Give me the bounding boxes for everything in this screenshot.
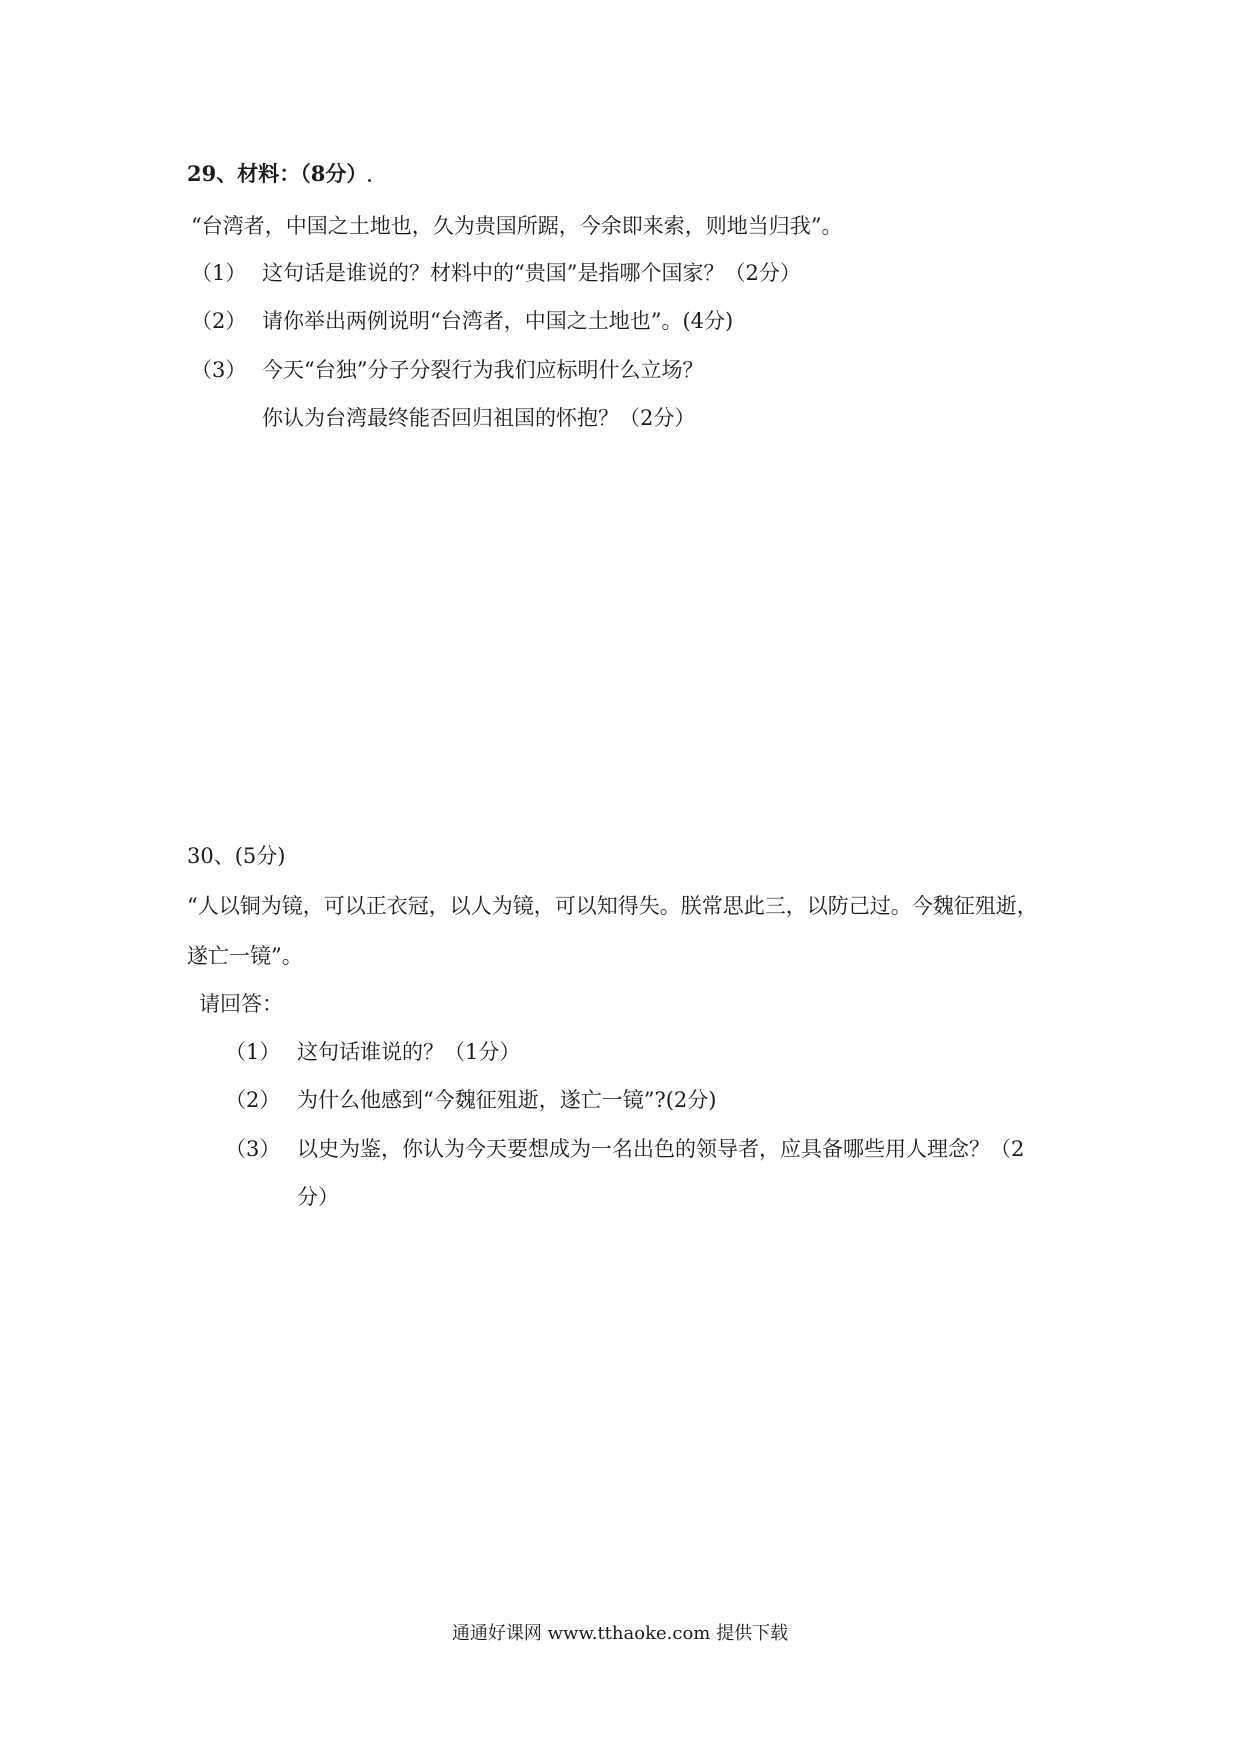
q30-item-1-text: 这句话谁说的？（1分） — [297, 1040, 521, 1064]
q30-item-3-number: （3） — [225, 1137, 281, 1161]
q29-item-1-number: （1） — [191, 261, 247, 285]
page-footer: 通通好课网 www.tthaoke.com 提供下载 — [451, 1623, 789, 1644]
q30-quote-line-2: 遂亡一镜”。 — [187, 944, 303, 968]
q30-item-1-number: （1） — [225, 1040, 281, 1064]
q29-item-3-text: 今天“台独”分子分裂行为我们应标明什么立场？ — [262, 358, 704, 382]
q29-item-3-continuation: 你认为台湾最终能否回归祖国的怀抱？（2分） — [262, 406, 696, 430]
q30-item-3-text: 以史为鉴，你认为今天要想成为一名出色的领导者，应具备哪些用人理念？（2 — [297, 1137, 1025, 1161]
stray-dot — [368, 179, 371, 182]
q29-title: 29、材料：（8分） — [187, 161, 368, 186]
q30-quote-line-1: “人以铜为镜，可以正衣冠，以人为镜，可以知得失。朕常思此三，以防己过。今魏征殂逝， — [187, 894, 1038, 918]
q30-item-2-text: 为什么他感到“今魏征殂逝，遂亡一镜”?(2分) — [297, 1088, 717, 1112]
q29-item-3-number: （3） — [191, 358, 247, 382]
q30-item-2-number: （2） — [225, 1088, 281, 1112]
q30-prompt: 请回答： — [199, 992, 283, 1016]
q30-title: 30、(5分) — [187, 844, 286, 868]
q29-item-2-text: 请你举出两例说明“台湾者，中国之土地也”。(4分) — [262, 309, 734, 333]
q30-item-3-continuation: 分） — [297, 1185, 339, 1209]
q29-item-2-number: （2） — [191, 309, 247, 333]
q29-item-1-text: 这句话是谁说的？材料中的“贵国”是指哪个国家？（2分） — [262, 261, 801, 285]
q29-quote: “台湾者，中国之土地也，久为贵国所踞，今余即来索，则地当归我”。 — [191, 214, 843, 238]
